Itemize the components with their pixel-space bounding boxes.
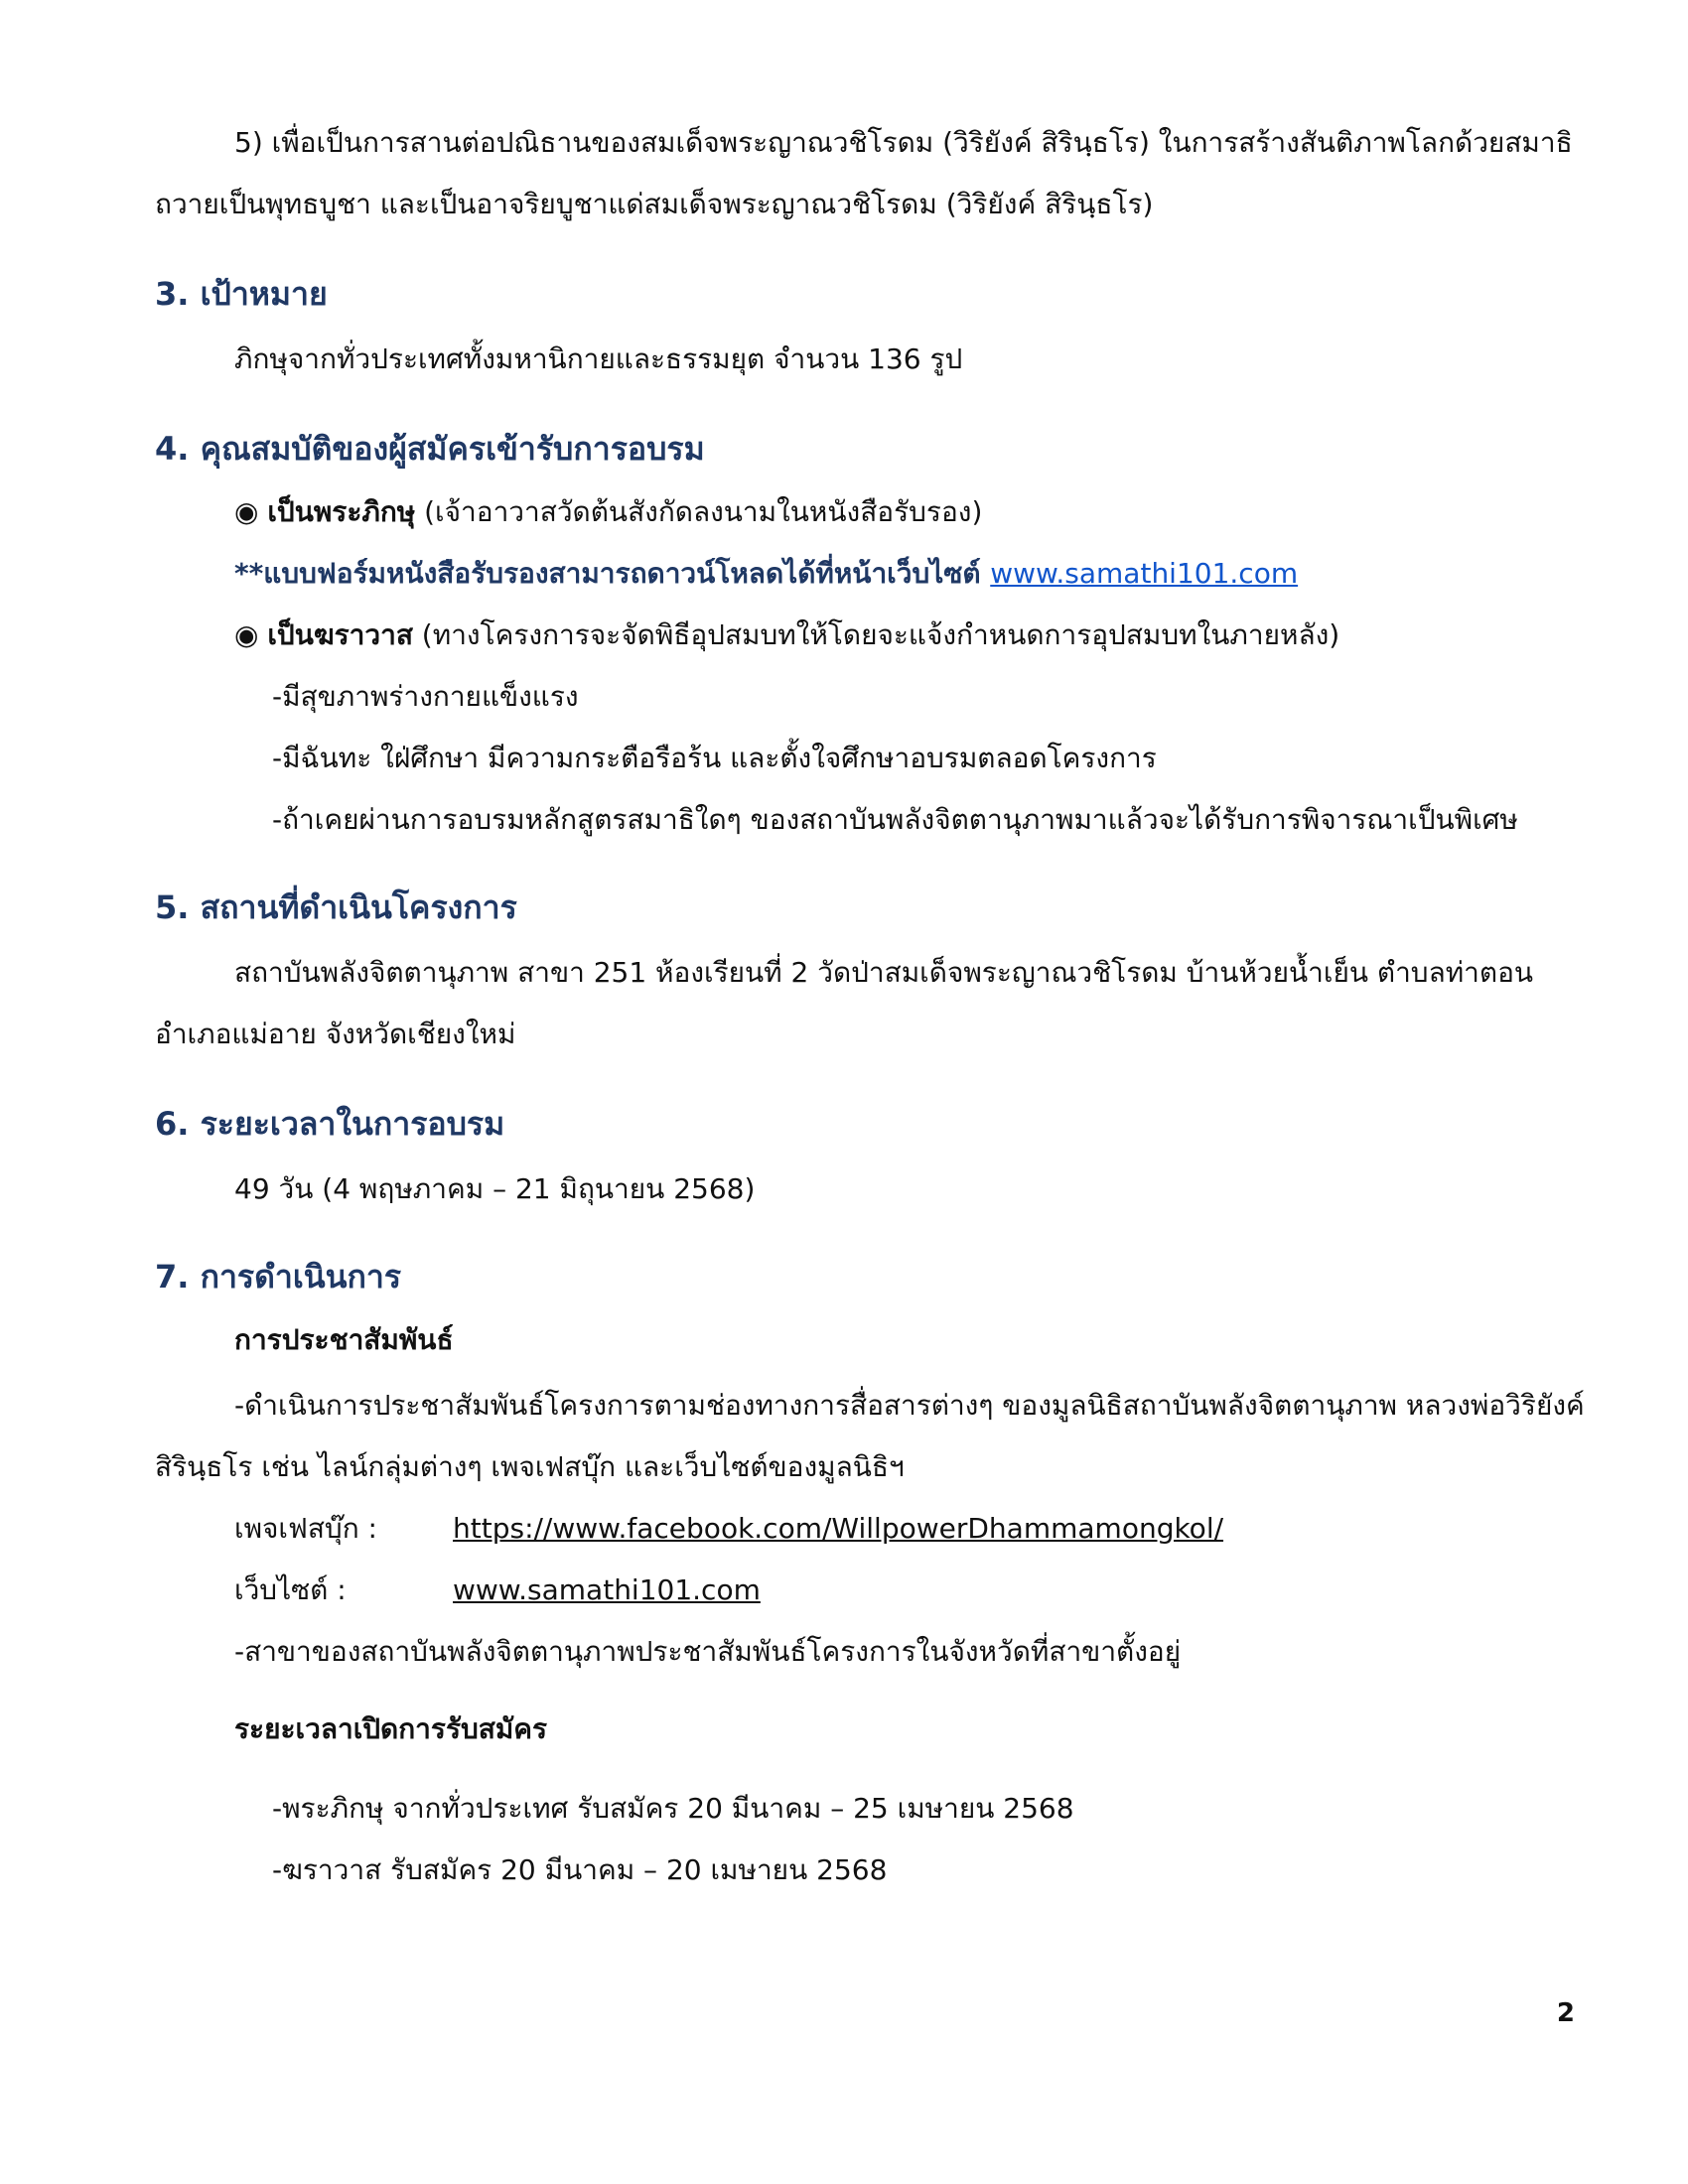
venue-line-2: อำเภอแม่อาย จังหวัดเชียงใหม่ (155, 1018, 516, 1050)
section-4-heading: 4. คุณสมบัติของผู้สมัครเข้ารับการอบรม (155, 430, 705, 468)
form-note-text: **แบบฟอร์มหนังสือรับรองสามารถดาวน์โหลดได้ที่หน้าเว็บไซต์ (234, 557, 991, 590)
facebook-row (234, 1509, 1223, 1549)
objective-5-line-2: ถวายเป็นพุทธบูชา และเป็นอาจริยบูชาแด่สมเด็จพระญาณวชิโรดม (วิริยังค์ สิรินฺธโร) (155, 188, 1154, 220)
application-monks: -พระภิกษุ จากทั่วประเทศ รับสมัคร 20 มีนาคม – 25 เมษายน 2568 (272, 1792, 1074, 1825)
monk-bullet-icon: ◉ (234, 495, 259, 528)
facebook-link[interactable]: https://www.facebook.com/WillpowerDhammamongkol/ (453, 1512, 1224, 1545)
application-laypeople: -ฆราวาส รับสมัคร 20 มีนาคม – 20 เมษายน 2568 (272, 1853, 888, 1886)
pr-subheading: การประชาสัมพันธ์ (234, 1323, 454, 1356)
section-3-heading: 3. เป้าหมาย (155, 275, 328, 313)
lay-bullet-icon: ◉ (234, 618, 259, 651)
qualification-monk (234, 492, 982, 532)
page-number: 2 (1556, 1998, 1575, 2028)
form-download-note (234, 554, 1298, 594)
objective-5-line-1: 5) เพื่อเป็นการสานต่อปณิธานของสมเด็จพระญาณวชิโรดม (วิริยังค์ สิรินฺธโร) ในการสร้างสันติภาพโลกด้วยสมาธิ (234, 126, 1573, 159)
requirement-1: -มีสุขภาพร่างกายแข็งแรง (272, 680, 579, 713)
form-download-link[interactable]: www.samathi101.com (990, 557, 1299, 590)
section-7-heading: 7. การดำเนินการ (155, 1258, 402, 1296)
training-duration: 49 วัน (4 พฤษภาคม – 21 มิถุนายน 2568) (234, 1172, 756, 1205)
qualification-layperson (234, 615, 1339, 655)
branch-pr-line: -สาขาของสถาบันพลังจิตตานุภาพประชาสัมพันธ์โครงการในจังหวัดที่สาขาตั้งอยู่ (234, 1635, 1182, 1668)
requirement-2: -มีฉันทะ ใฝ่ศึกษา มีความกระตือรือร้น และตั้งใจศึกษาอบรมตลอดโครงการ (272, 742, 1157, 774)
section-3-target-text: ภิกษุจากทั่วประเทศทั้งมหานิกายและธรรมยุต จำนวน 136 รูป (234, 342, 963, 375)
lay-label: เป็นฆราวาส (267, 618, 413, 651)
requirement-3: -ถ้าเคยผ่านการอบรมหลักสูตรสมาธิใดๆ ของสถาบันพลังจิตตานุภาพมาแล้วจะได้รับการพิจารณาเป็นพิเศษ (272, 803, 1518, 836)
website-label: เว็บไซต์ : (234, 1573, 347, 1606)
website-link[interactable]: www.samathi101.com (453, 1573, 761, 1606)
website-row (234, 1570, 761, 1610)
monk-note: (เจ้าอาวาสวัดต้นสังกัดลงนามในหนังสือรับรอง) (415, 495, 983, 528)
pr-line-1: -ดำเนินการประชาสัมพันธ์โครงการตามช่องทางการสื่อสารต่างๆ ของมูลนิธิสถาบันพลังจิตตานุภาพ หลวงพ่อวิริยังค์ (234, 1389, 1585, 1422)
application-period-subheading: ระยะเวลาเปิดการรับสมัคร (234, 1712, 548, 1745)
facebook-label: เพจเฟสบุ๊ก : (234, 1512, 377, 1545)
section-6-heading: 6. ระยะเวลาในการอบรม (155, 1105, 505, 1143)
venue-line-1: สถาบันพลังจิตตานุภาพ สาขา 251 ห้องเรียนที่ 2 วัดป่าสมเด็จพระญาณวชิโรดม บ้านห้วยน้ำเย็น ตำบลท่าตอน (234, 956, 1534, 989)
section-5-heading: 5. สถานที่ดำเนินโครงการ (155, 888, 517, 926)
pr-line-2: สิรินฺธโร เช่น ไลน์กลุ่มต่างๆ เพจเฟสบุ๊ก และเว็บไซต์ของมูลนิธิฯ (155, 1450, 905, 1483)
monk-label: เป็นพระภิกษุ (267, 495, 416, 528)
lay-note: (ทางโครงการจะจัดพิธีอุปสมบทให้โดยจะแจ้งกำหนดการอุปสมบทในภายหลัง) (412, 618, 1340, 651)
